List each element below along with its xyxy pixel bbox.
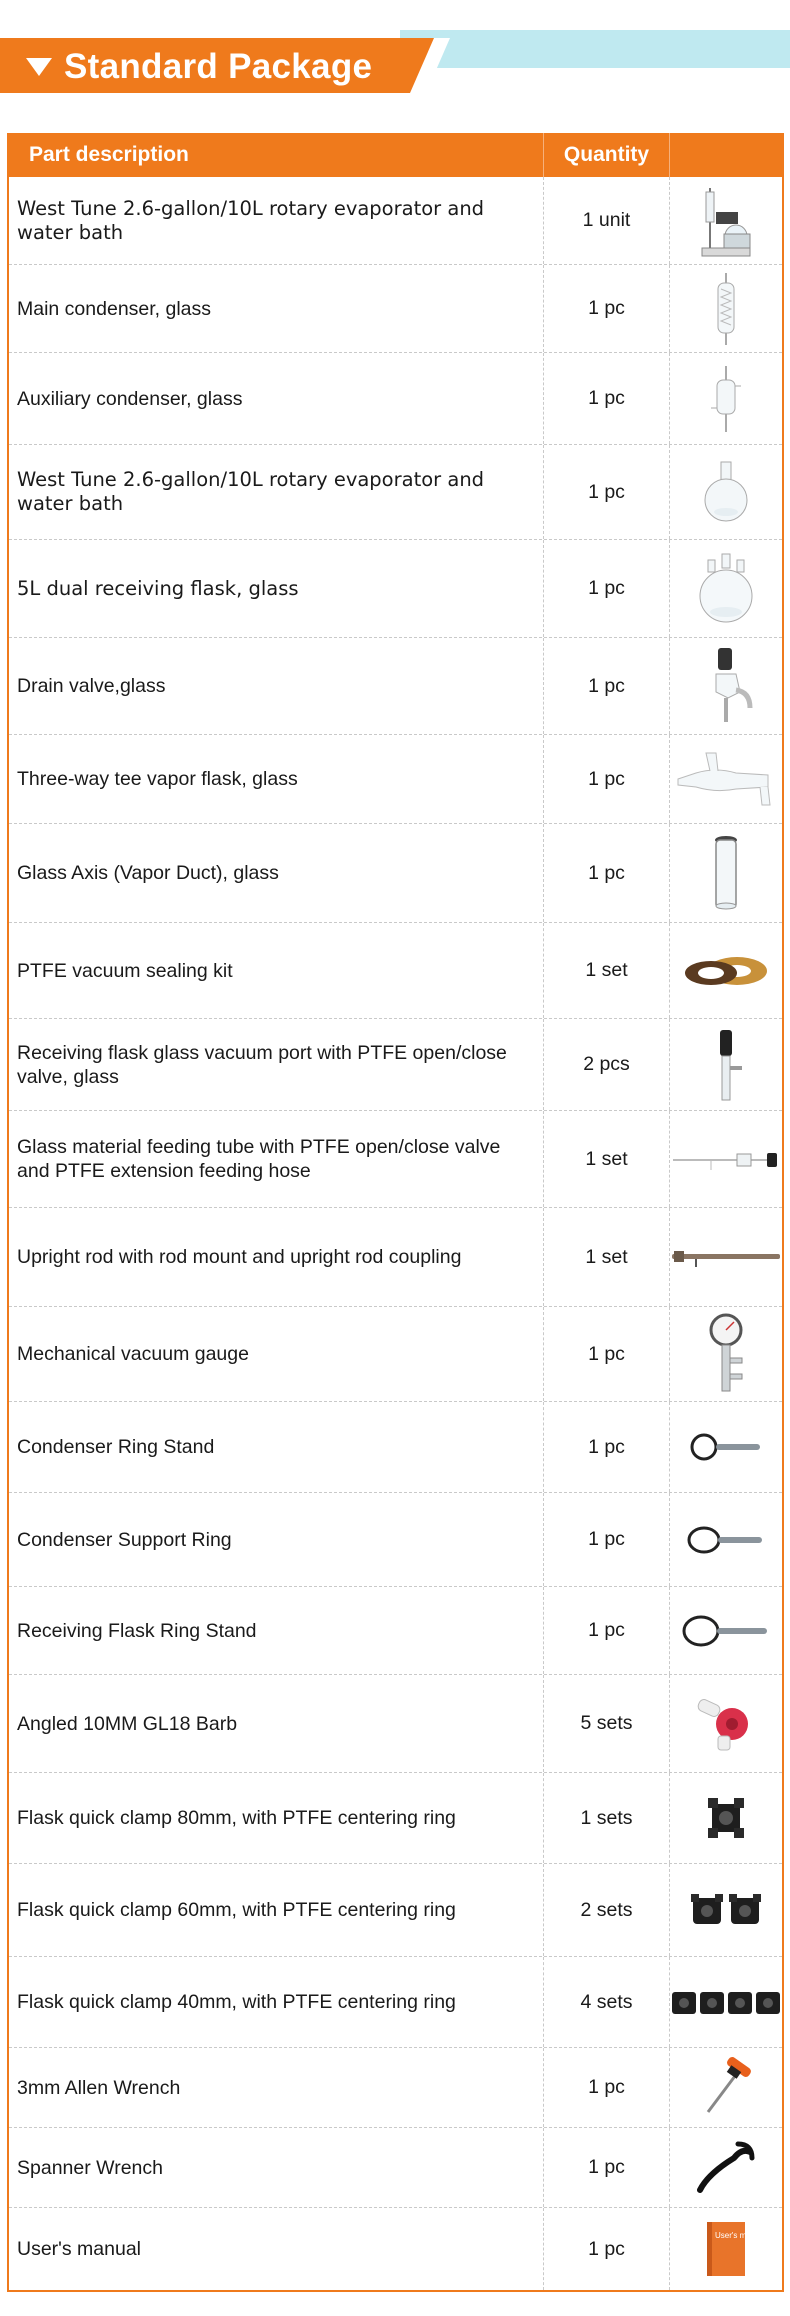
package-table: [7, 133, 784, 2292]
table-row: [9, 1307, 782, 1402]
table-row: [9, 1773, 782, 1864]
manual-cover-line1: User's manual: [715, 2231, 766, 2240]
table-header: [9, 133, 782, 177]
header-quantity: Quantity: [544, 133, 670, 177]
part-description: Flask quick clamp 80mm, with PTFE centering ring: [9, 1773, 544, 1863]
section-title: Standard Package: [64, 47, 373, 86]
table-row: [9, 2048, 782, 2128]
clamp-40-icon: [670, 1957, 782, 2047]
table-row: [9, 540, 782, 638]
table-row: [9, 177, 782, 265]
part-quantity: 4 sets: [544, 1957, 670, 2047]
part-quantity: 2 pcs: [544, 1019, 670, 1110]
part-description: Condenser Support Ring: [9, 1493, 544, 1586]
part-description: Drain valve,glass: [9, 638, 544, 734]
table-row: [9, 2128, 782, 2208]
part-description: Flask quick clamp 60mm, with PTFE centering ring: [9, 1864, 544, 1956]
part-quantity: 1 pc: [544, 638, 670, 734]
table-row: [9, 1111, 782, 1208]
part-description: Auxiliary condenser, glass: [9, 353, 544, 444]
part-description: Three-way tee vapor flask, glass: [9, 735, 544, 823]
table-row: [9, 353, 782, 445]
part-description: Condenser Ring Stand: [9, 1402, 544, 1492]
spanner-wrench-icon: [670, 2128, 782, 2207]
table-row: [9, 1864, 782, 1957]
support-ring-icon: [670, 1493, 782, 1586]
part-description: PTFE vacuum sealing kit: [9, 923, 544, 1018]
manual-book-icon: [670, 2208, 782, 2290]
part-description: Glass material feeding tube with PTFE open/close valve and PTFE extension feeding hose: [9, 1111, 544, 1207]
part-description: Receiving flask glass vacuum port with PTFE open/close valve, glass: [9, 1019, 544, 1110]
allen-wrench-icon: [670, 2048, 782, 2127]
part-quantity: 1 sets: [544, 1773, 670, 1863]
part-description: Upright rod with rod mount and upright rod coupling: [9, 1208, 544, 1306]
table-row: [9, 265, 782, 353]
header-image: [670, 133, 782, 177]
table-row: [9, 1493, 782, 1587]
part-description: Receiving Flask Ring Stand: [9, 1587, 544, 1674]
table-row: [9, 2208, 782, 2290]
table-row: [9, 824, 782, 923]
table-row: [9, 1402, 782, 1493]
table-row: [9, 638, 782, 735]
auxiliary-condenser-icon: [670, 353, 782, 444]
clamp-60-icon: [670, 1864, 782, 1956]
main-condenser-icon: [670, 265, 782, 352]
part-description: West Tune 2.6-gallon/10L rotary evaporator and water bath: [9, 445, 544, 539]
sealing-kit-icon: [670, 923, 782, 1018]
part-quantity: 1 pc: [544, 2048, 670, 2127]
ring-stand-icon: [670, 1402, 782, 1492]
barb-fitting-icon: [670, 1675, 782, 1772]
table-row: [9, 1019, 782, 1111]
table-row: [9, 1957, 782, 2048]
table-row: [9, 735, 782, 824]
part-description: 5L dual receiving flask, glass: [9, 540, 544, 637]
header-part-description: Part description: [9, 133, 544, 177]
part-quantity: 1 pc: [544, 540, 670, 637]
upright-rod-icon: [670, 1208, 782, 1306]
round-flask-icon: [670, 445, 782, 539]
triangle-down-icon: [26, 58, 52, 76]
part-description: West Tune 2.6-gallon/10L rotary evaporator and water bath: [9, 177, 544, 264]
part-description: Glass Axis (Vapor Duct), glass: [9, 824, 544, 922]
part-quantity: 1 set: [544, 923, 670, 1018]
part-description: Main condenser, glass: [9, 265, 544, 352]
part-quantity: 1 pc: [544, 735, 670, 823]
table-row: [9, 923, 782, 1019]
vacuum-port-icon: [670, 1019, 782, 1110]
part-quantity: 2 sets: [544, 1864, 670, 1956]
part-quantity: 1 pc: [544, 1402, 670, 1492]
table-row: [9, 1208, 782, 1307]
table-row: [9, 1675, 782, 1773]
part-quantity: 1 pc: [544, 353, 670, 444]
clamp-80-icon: [670, 1773, 782, 1863]
part-description: User's manual: [9, 2208, 544, 2290]
part-quantity: 1 pc: [544, 1587, 670, 1674]
part-quantity: 1 set: [544, 1111, 670, 1207]
part-description: Spanner Wrench: [9, 2128, 544, 2207]
part-description: Angled 10MM GL18 Barb: [9, 1675, 544, 1772]
part-description: Mechanical vacuum gauge: [9, 1307, 544, 1401]
part-quantity: 1 unit: [544, 177, 670, 264]
receiving-flask-icon: [670, 540, 782, 637]
part-quantity: 5 sets: [544, 1675, 670, 1772]
banner-accent-stripe: [400, 30, 790, 68]
part-quantity: 1 pc: [544, 265, 670, 352]
glass-tube-icon: [670, 824, 782, 922]
part-quantity: 1 set: [544, 1208, 670, 1306]
section-banner: [0, 30, 790, 93]
table-row: [9, 1587, 782, 1675]
part-quantity: 1 pc: [544, 445, 670, 539]
part-quantity: 1 pc: [544, 824, 670, 922]
rotary-evaporator-icon: [670, 177, 782, 264]
part-quantity: 1 pc: [544, 2128, 670, 2207]
tee-flask-icon: [670, 735, 782, 823]
flask-ring-stand-icon: [670, 1587, 782, 1674]
feeding-tube-icon: [670, 1111, 782, 1207]
vacuum-gauge-icon: [670, 1307, 782, 1401]
part-quantity: 1 pc: [544, 1307, 670, 1401]
part-description: 3mm Allen Wrench: [9, 2048, 544, 2127]
part-description: Flask quick clamp 40mm, with PTFE centering ring: [9, 1957, 544, 2047]
drain-valve-icon: [670, 638, 782, 734]
part-quantity: 1 pc: [544, 2208, 670, 2290]
table-row: [9, 445, 782, 540]
part-quantity: 1 pc: [544, 1493, 670, 1586]
